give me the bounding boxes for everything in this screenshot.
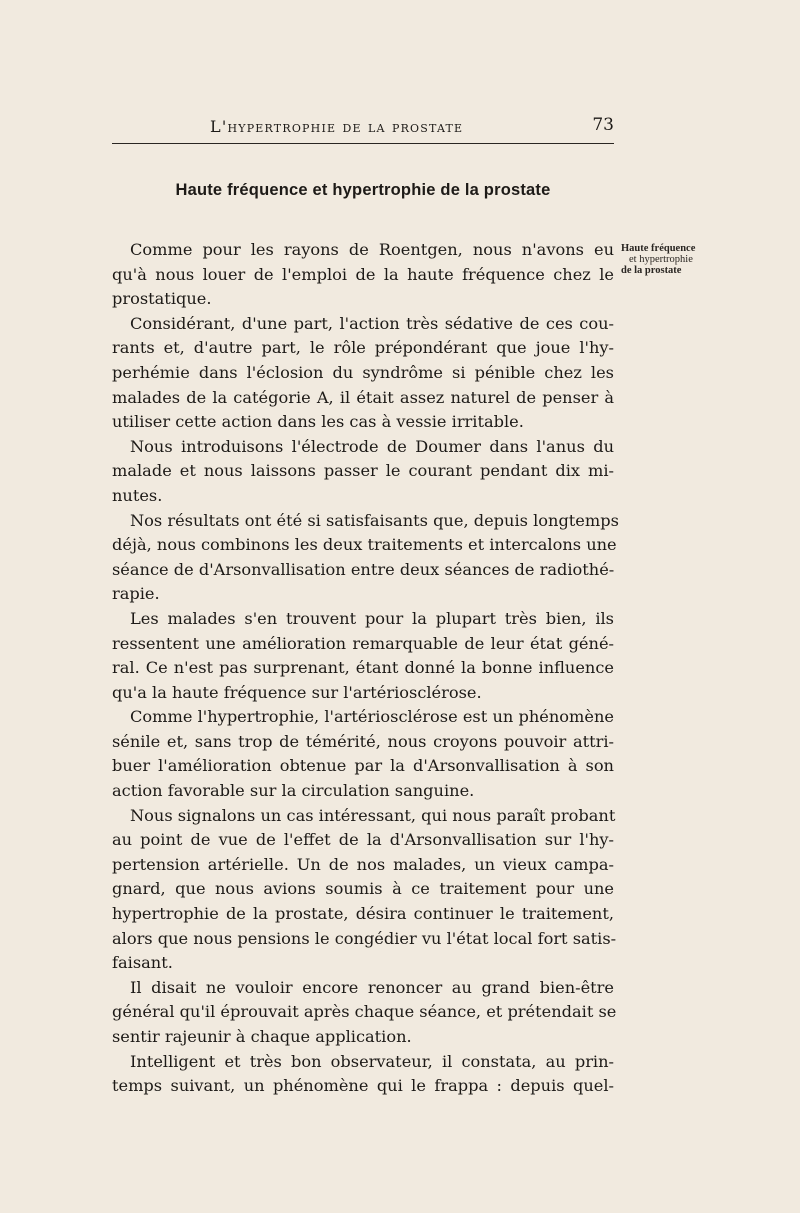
body-text <box>112 238 619 1099</box>
text-line: ral. Ce n'est pas surprenant, étant donné la bonne influence <box>112 658 614 678</box>
text-line: temps suivant, un phénomène qui le frappa : depuis quel- <box>112 1076 614 1096</box>
text-line: prostatique. <box>112 289 212 309</box>
text-line: qu'à nous louer de l'emploi de la haute fréquence chez le <box>112 264 614 284</box>
margin-note-line: et hypertrophie <box>629 254 693 265</box>
text-line: général qu'il éprouvait après chaque séance, et prétendait se <box>112 1002 617 1022</box>
text-line: Nos résultats ont été si satisfaisants que, depuis longtemps <box>130 510 619 530</box>
text-line: rants et, d'autre part, le rôle prépondérant que joue l'hy- <box>112 338 614 358</box>
text-line: Comme l'hypertrophie, l'artériosclérose est un phénomène <box>130 707 614 727</box>
text-line: Il disait ne vouloir encore renoncer au grand bien-être <box>130 977 614 997</box>
page-number: 73 <box>592 115 614 135</box>
running-title: L'hypertrophie de la prostate <box>210 117 464 136</box>
text-line: Les malades s'en trouvent pour la plupart très bien, ils <box>130 608 614 628</box>
text-line: gnard, que nous avions soumis à ce traitement pour une <box>112 879 614 899</box>
text-line: buer l'amélioration obtenue par la d'Arsonvallisation à son <box>112 756 614 776</box>
text-line: sénile et, sans trop de témérité, nous croyons pouvoir attri- <box>112 731 614 751</box>
margin-note-line: de la prostate <box>621 265 682 276</box>
text-line: malade et nous laissons passer le courant pendant dix mi- <box>112 461 614 481</box>
margin-note-line: Haute fréquence <box>621 243 696 254</box>
margin-note <box>621 243 701 276</box>
text-line: au point de vue de l'effet de la d'Arsonvallisation sur l'hy- <box>112 830 614 850</box>
text-line: malades de la catégorie A, il était assez naturel de penser à <box>112 387 614 407</box>
text-line: hypertrophie de la prostate, désira continuer le traitement, <box>112 904 614 924</box>
text-line: qu'a la haute fréquence sur l'artériosclérose. <box>112 682 482 702</box>
text-line: faisant. <box>112 953 173 973</box>
text-line: séance de d'Arsonvallisation entre deux séances de radiothé- <box>112 559 615 579</box>
text-line: rapie. <box>112 584 160 604</box>
text-line: Nous signalons un cas intéressant, qui nous paraît probant <box>130 805 616 825</box>
text-line: utiliser cette action dans les cas à vessie irritable. <box>112 412 524 432</box>
text-line: Nous introduisons l'électrode de Doumer dans l'anus du <box>130 436 614 456</box>
running-head <box>112 113 614 144</box>
section-title: Haute fréquence et hypertrophie de la prostate <box>175 181 551 199</box>
text-line: alors que nous pensions le congédier vu l'état local fort satis- <box>112 928 617 948</box>
text-line: action favorable sur la circulation sanguine. <box>112 781 475 801</box>
text-line: déjà, nous combinons les deux traitements et intercalons une <box>112 535 617 555</box>
text-line: Intelligent et très bon observateur, il constata, au prin- <box>130 1051 614 1071</box>
text-line: ressentent une amélioration remarquable de leur état géné- <box>112 633 614 653</box>
text-line: perhémie dans l'éclosion du syndrôme si pénible chez les <box>112 362 614 382</box>
text-line: nutes. <box>112 485 163 505</box>
text-line: Comme pour les rayons de Roentgen, nous n'avons eu <box>130 240 614 259</box>
text-line: sentir rajeunir à chaque application. <box>112 1027 412 1046</box>
text-line: Considérant, d'une part, l'action très sédative de ces cou- <box>130 313 614 333</box>
text-line: pertension artérielle. Un de nos malades, un vieux campa- <box>112 854 614 874</box>
